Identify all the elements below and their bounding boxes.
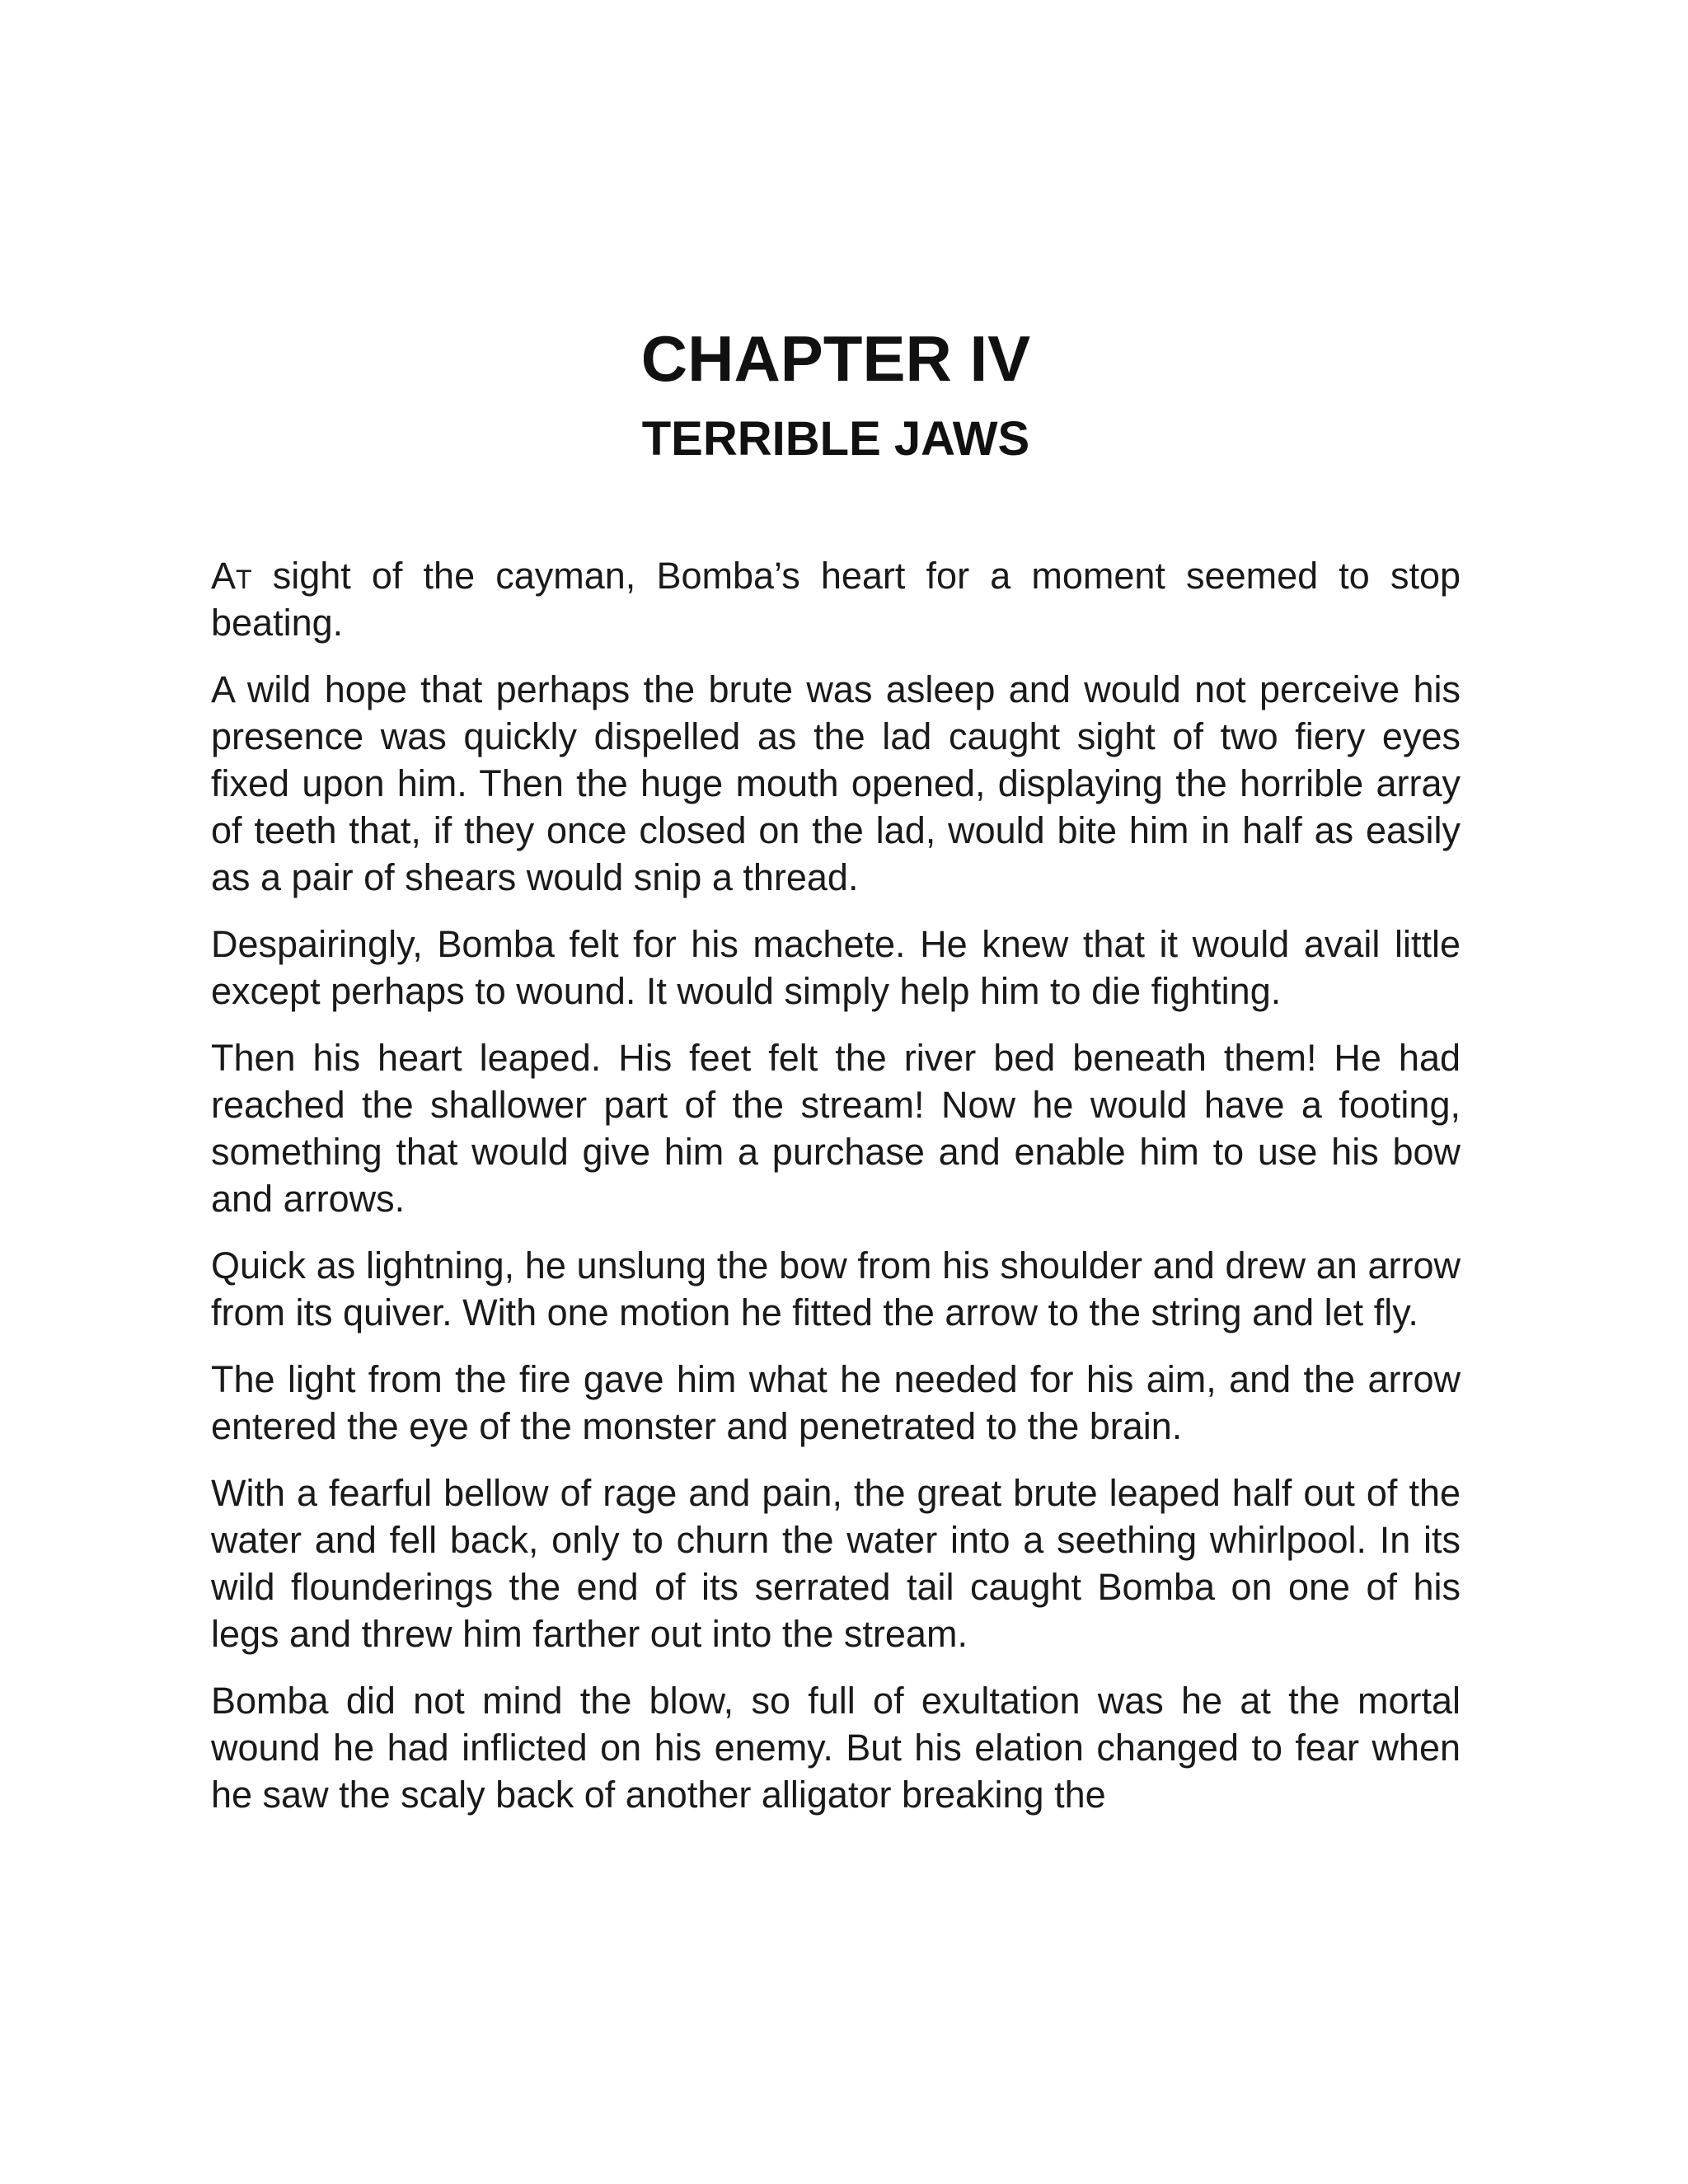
paragraph-lead-word: At xyxy=(211,555,252,597)
book-page xyxy=(211,321,1461,1838)
chapter-number: CHAPTER IV xyxy=(640,322,1031,395)
paragraph-text: sight of the cayman, Bomba’s heart for a moment seemed to stop beating. xyxy=(211,555,1461,644)
chapter-title: TERRIBLE JAWS xyxy=(641,412,1030,466)
paragraph-5: Quick as lightning, he unslung the bow from his shoulder and drew an arrow from its quiver. With one motion he fitted the arrow to the string and let fly. xyxy=(211,1244,1461,1333)
paragraph-8: Bomba did not mind the blow, so full of exultation was he at the mortal wound he had inflicted on his enemy. But his elation changed to fear when he saw the scaly back of another alligator breaking the xyxy=(211,1680,1461,1816)
paragraph-6: The light from the fire gave him what he needed for his aim, and the arrow entered the eye of the monster and penetrated to the brain. xyxy=(211,1358,1461,1447)
paragraph-1 xyxy=(211,552,1461,646)
paragraph-7: With a fearful bellow of rage and pain, the great brute leaped half out of the water and fell back, only to churn the water into a seething whirlpool. In its wild flounderings the end of its serrated tail caught Bomba on one of his legs and threw him farther out into the stream. xyxy=(211,1472,1461,1655)
paragraph-3: Despairingly, Bomba felt for his machete. He knew that it would avail little except perhaps to wound. It would simply help him to die fighting. xyxy=(211,923,1461,1012)
paragraph-2: A wild hope that perhaps the brute was asleep and would not perceive his presence was quickly dispelled as the lad caught sight of two fiery eyes fixed upon him. Then the huge mouth opened, displaying the horrible array of teeth that, if they once closed on the lad, would bite him in half as easily as a pair of shears would snip a thread. xyxy=(211,668,1461,898)
chapter-body xyxy=(211,552,1461,1818)
paragraph-4: Then his heart leaped. His feet felt the river bed beneath them! He had reached the shallower part of the stream! Now he would have a footing, something that would give him a purchase and enable him to use his bow and arrows. xyxy=(211,1037,1461,1220)
